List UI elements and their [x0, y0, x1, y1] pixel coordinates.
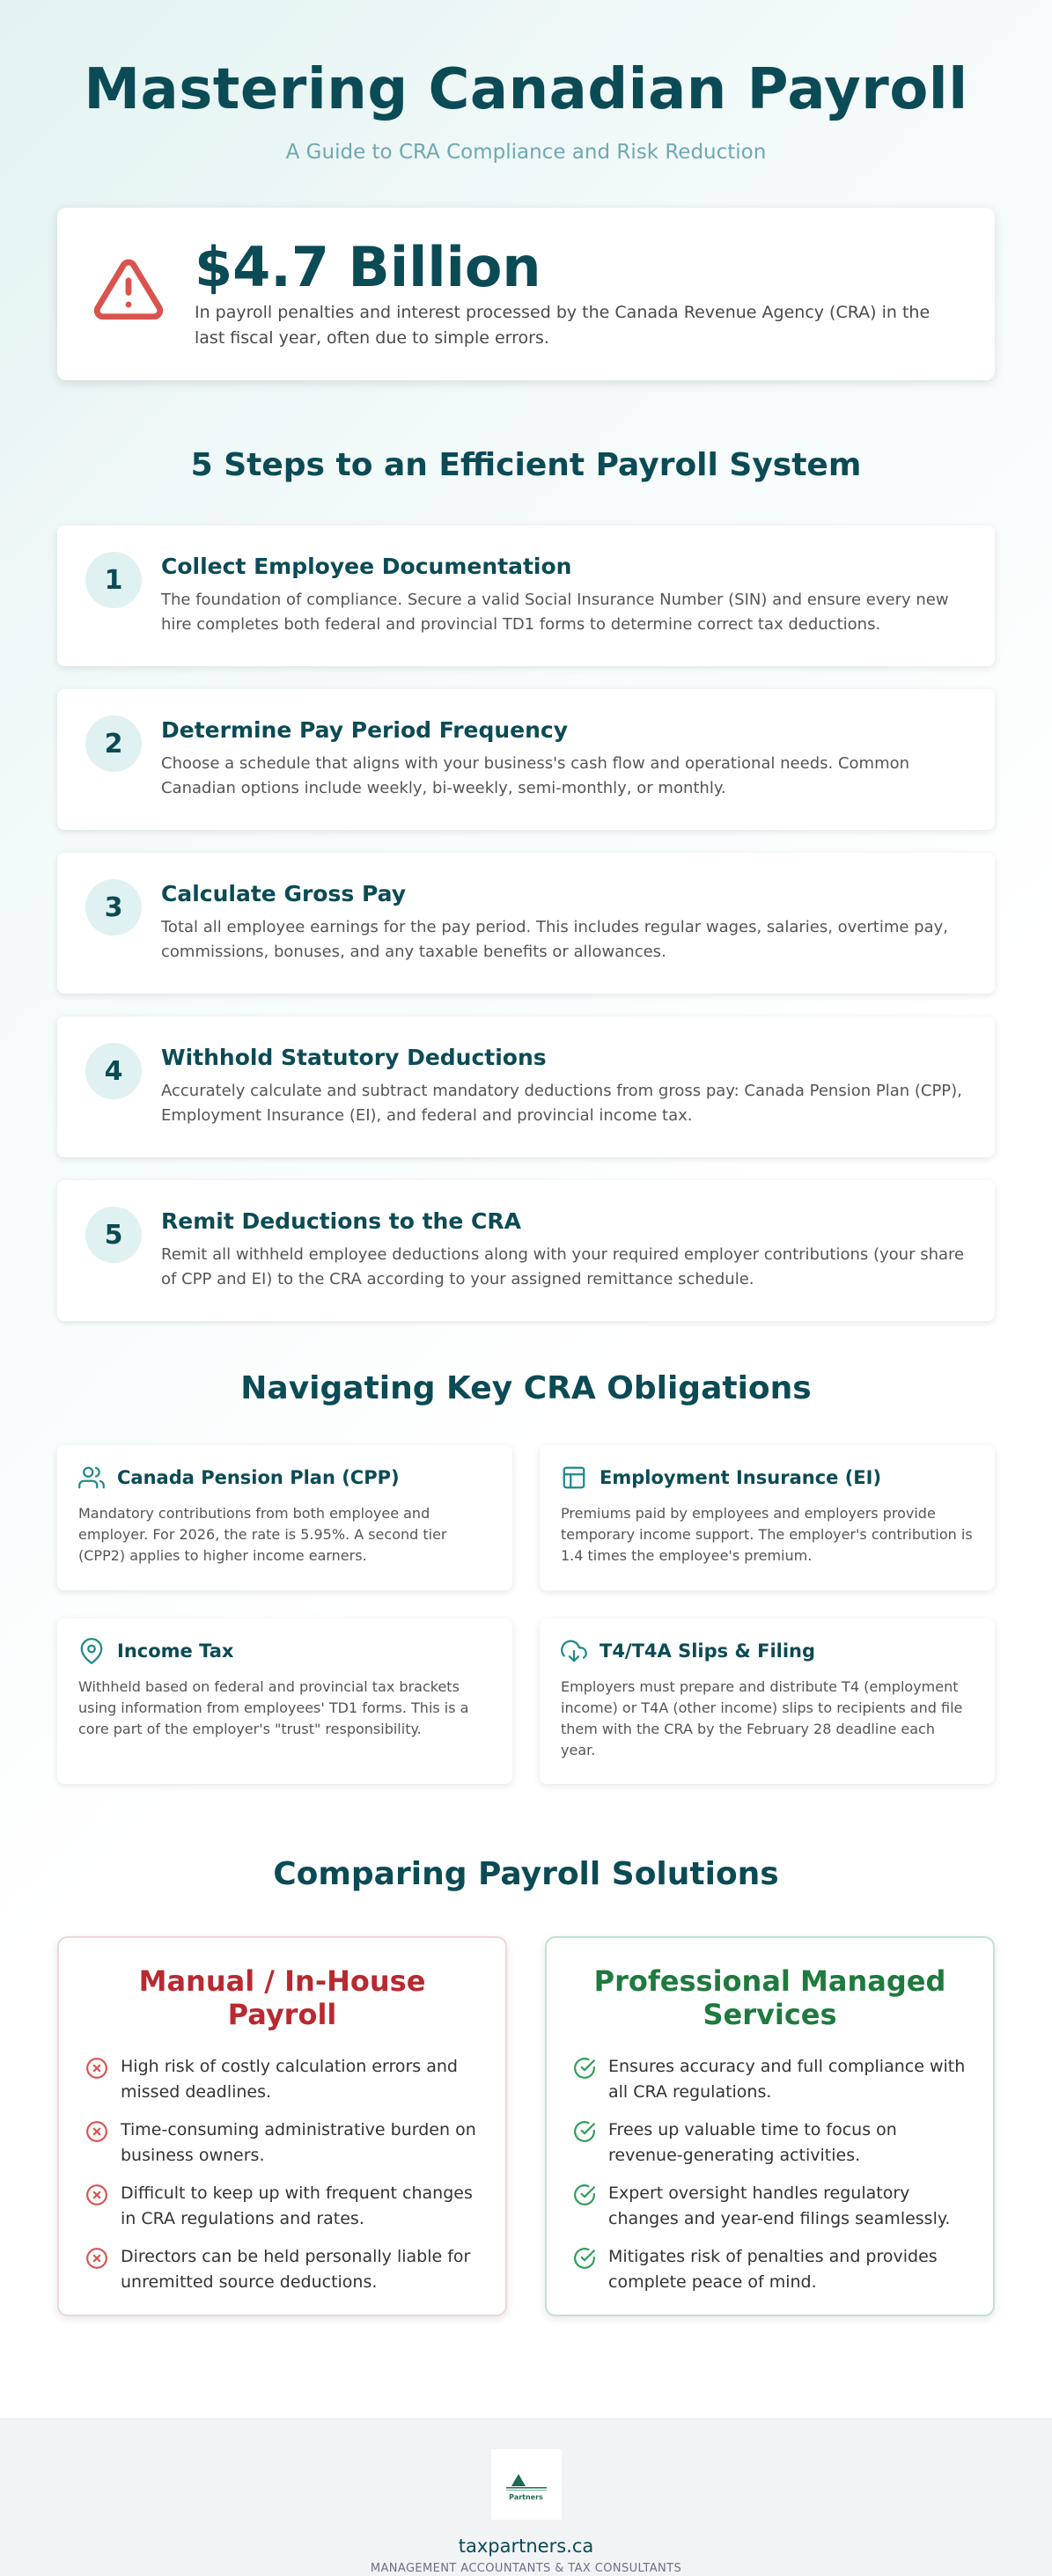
obligation-text: Withheld based on federal and provincial tax brackets using information from employees' TD1 forms. This is a core part of the employer's "trust" responsibility. [78, 1678, 469, 1737]
step-number: 4 [85, 1043, 142, 1099]
check-circle-icon [573, 2183, 596, 2206]
step-number: 2 [85, 716, 142, 772]
step-number: 5 [85, 1207, 142, 1263]
logo-text: Partners [509, 2492, 543, 2501]
managed-services-title: Professional Managed Services [593, 1964, 946, 2031]
step-title: Calculate Gross Pay [161, 881, 406, 906]
step-card [57, 1180, 995, 1321]
step-number: 1 [85, 552, 142, 608]
cloud-download-icon [561, 1638, 587, 1664]
warning-triangle-icon [92, 253, 165, 326]
steps-section-title: 5 Steps to an Efficient Payroll System [190, 447, 862, 483]
obligation-text: Mandatory contributions from both employee and employer. For 2026, the rate is 5.95%. A second tier (CPP2) applies to higher income earners. [78, 1505, 447, 1564]
list-item: Time-consuming administrative burden on business owners. [85, 2117, 479, 2169]
obligation-card-income-tax [57, 1618, 512, 1784]
list-item: Ensures accuracy and full compliance with all CRA regulations. [573, 2054, 967, 2105]
list-item: Difficult to keep up with frequent changes in CRA regulations and rates. [85, 2181, 479, 2232]
managed-services-card [545, 1936, 995, 2316]
page-header [57, 0, 995, 164]
stat-card [57, 208, 995, 380]
x-circle-icon [85, 2247, 108, 2270]
manual-payroll-title: Manual / In-House Payroll [138, 1964, 426, 2031]
obligation-card-ei [540, 1445, 995, 1590]
obligation-card-cpp [57, 1445, 512, 1590]
users-icon [78, 1464, 105, 1491]
logo-mark-icon [503, 2469, 550, 2492]
obligations-section-title: Navigating Key CRA Obligations [240, 1370, 812, 1406]
company-logo [491, 2449, 562, 2520]
step-text: Choose a schedule that aligns with your business's cash flow and operational needs. Common Canadian options include weekly, bi-weekly, semi-monthly, or monthly. [161, 754, 910, 797]
footer-tagline: MANAGEMENT ACCOUNTANTS & TAX CONSULTANTS [370, 2562, 682, 2575]
step-text: Accurately calculate and subtract mandatory deductions from gross pay: Canada Pension Plan (CPP), Employment Insurance (EI), and federal and provincial income tax. [161, 1082, 962, 1125]
x-circle-icon [85, 2120, 108, 2143]
check-circle-icon [573, 2057, 596, 2080]
step-text: Total all employee earnings for the pay period. This includes regular wages, salaries, overtime pay, commissions, bonuses, and any taxable benefits or allowances. [161, 918, 949, 961]
obligation-title: Employment Insurance (EI) [600, 1467, 882, 1488]
obligations-grid [57, 1445, 995, 1784]
list-item: Directors can be held personally liable for unremitted source deductions. [85, 2244, 479, 2295]
step-card [57, 525, 995, 666]
step-title: Withhold Statutory Deductions [161, 1045, 547, 1070]
check-circle-icon [573, 2120, 596, 2143]
page-footer [0, 2418, 1052, 2576]
x-circle-icon [85, 2183, 108, 2206]
list-item: Mitigates risk of penalties and provides complete peace of mind. [573, 2244, 967, 2295]
compare-grid [57, 1936, 995, 2316]
step-number: 3 [85, 879, 142, 936]
map-pin-icon [78, 1638, 105, 1664]
obligation-text: Premiums paid by employees and employers provide temporary income support. The employer's contribution is 1.4 times the employee's premium. [561, 1505, 973, 1564]
list-item: Frees up valuable time to focus on revenue-generating activities. [573, 2117, 967, 2169]
page-title: Mastering Canadian Payroll [84, 57, 968, 122]
page-subtitle: A Guide to CRA Compliance and Risk Reduction [285, 141, 767, 164]
step-card [57, 853, 995, 994]
stat-content [195, 237, 960, 351]
obligation-text: Employers must prepare and distribute T4 (employment income) or T4A (other income) slips to recipients and file them with the CRA by the February 28 deadline each year. [561, 1678, 963, 1758]
step-card [57, 1016, 995, 1157]
obligation-title: Canada Pension Plan (CPP) [117, 1467, 400, 1488]
step-card [57, 689, 995, 830]
layout-icon [561, 1464, 587, 1491]
check-circle-icon [573, 2247, 596, 2270]
x-circle-icon [85, 2057, 108, 2080]
obligation-title: T4/T4A Slips & Filing [600, 1640, 816, 1662]
stat-value: $4.7 Billion [195, 235, 541, 299]
managed-services-list [573, 2054, 967, 2295]
list-item: Expert oversight handles regulatory changes and year-end filings seamlessly. [573, 2181, 967, 2232]
step-title: Remit Deductions to the CRA [161, 1208, 521, 1234]
steps-list [57, 525, 995, 1321]
step-title: Collect Employee Documentation [161, 554, 572, 579]
footer-url[interactable]: taxpartners.ca [458, 2536, 594, 2557]
manual-payroll-list [85, 2054, 479, 2295]
stat-text: In payroll penalties and interest processed by the Canada Revenue Agency (CRA) in the last fiscal year, often due to simple errors. [195, 303, 931, 348]
obligation-card-t4 [540, 1618, 995, 1784]
step-text: The foundation of compliance. Secure a valid Social Insurance Number (SIN) and ensure every new hire completes both federal and provincial TD1 forms to determine correct tax deductions. [161, 591, 949, 634]
step-text: Remit all withheld employee deductions along with your required employer contributions (your share of CPP and EI) to the CRA according to your assigned remittance schedule. [161, 1245, 965, 1288]
step-title: Determine Pay Period Frequency [161, 717, 569, 743]
manual-payroll-card [57, 1936, 507, 2316]
list-item: High risk of costly calculation errors and missed deadlines. [85, 2054, 479, 2105]
obligation-title: Income Tax [117, 1640, 234, 1662]
compare-section-title: Comparing Payroll Solutions [273, 1856, 779, 1892]
